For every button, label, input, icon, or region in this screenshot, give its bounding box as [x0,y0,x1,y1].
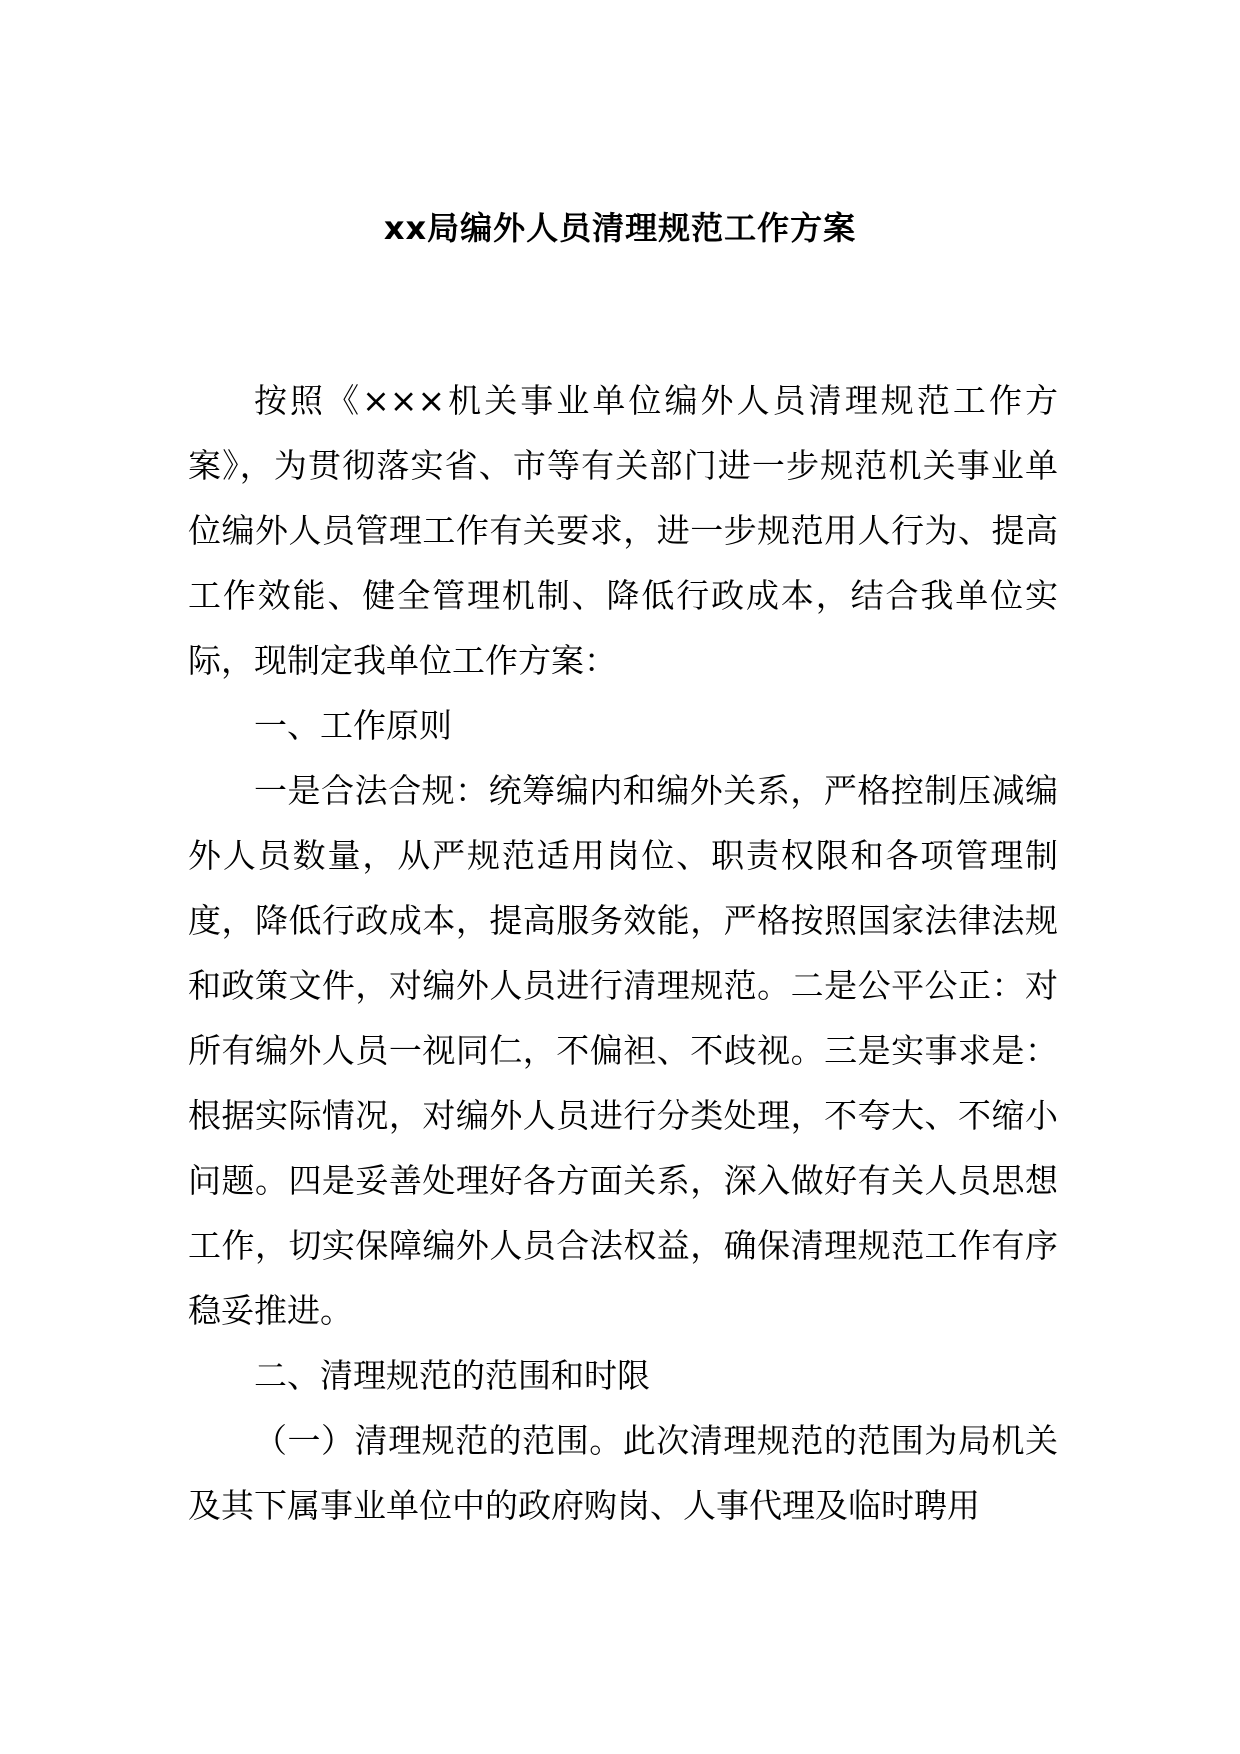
principles-paragraph: 一是合法合规：统筹编内和编外关系，严格控制压减编外人员数量，从严规范适用岗位、职责权限和各项管理制度，降低行政成本，提高服务效能，严格按照国家法律法规和政策文件，对编外人员进行清理规范。二是公平公正：对所有编外人员一视同仁，不偏袒、不歧视。三是实事求是：根据实际情况，对编外人员进行分类处理，不夸大、不缩小问题。四是妥善处理好各方面关系，深入做好有关人员思想工作，切实保障编外人员合法权益，确保清理规范工作有序稳妥推进。 [188,771,1058,1330]
section-heading-principles: 一、工作原则 [254,706,452,745]
scope-paragraph: （一）清理规范的范围。此次清理规范的范围为局机关及其下属事业单位中的政府购岗、人事代理及临时聘用 [188,1421,1058,1525]
section-heading-scope: 二、清理规范的范围和时限 [254,1356,650,1395]
document-title: xx局编外人员清理规范工作方案 [383,209,857,247]
intro-paragraph: 按照《×××机关事业单位编外人员清理规范工作方案》，为贯彻落实省、市等有关部门进一步规范机关事业单位编外人员管理工作有关要求，进一步规范用人行为、提高工作效能、健全管理机制、降低行政成本，结合我单位实际，现制定我单位工作方案： [188,381,1058,680]
document-body [188,368,1058,1538]
